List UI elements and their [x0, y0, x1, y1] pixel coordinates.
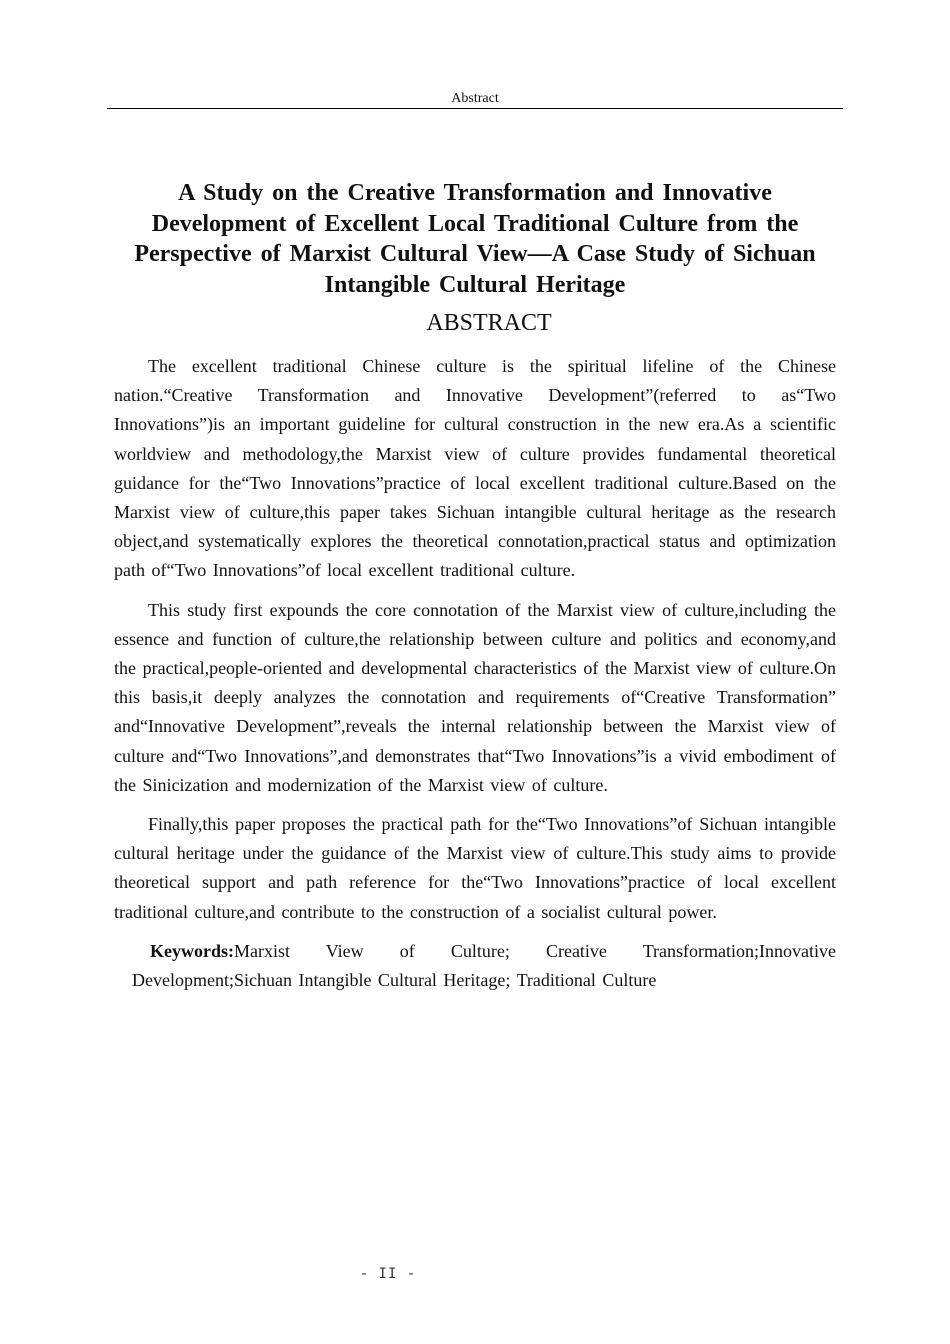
header-divider — [107, 108, 843, 109]
page-number: - II - — [359, 1266, 417, 1282]
abstract-paragraph-1: The excellent traditional Chinese culture is the spiritual lifeline of the Chinese nation.“Creative Transformation and Innovative Development”(referred to as“Two Innovations”)is an important guideline for cultural construction in the new era.As a scientific worldview and methodology,the Marxist view of culture provides fundamental theoretical guidance for the“Two Innovations”practice of local excellent traditional culture.Based on the Marxist view of culture,this paper takes Sichuan intangible cultural heritage as the research object,and systematically explores the theoretical connotation,practical status and optimization path of“Two Innovations”of local excellent traditional culture. — [114, 356, 836, 581]
abstract-paragraph-3: Finally,this paper proposes the practical path for the“Two Innovations”of Sichuan intangible cultural heritage under the guidance of the Marxist view of culture.This study aims to provide theoretical support and path reference for the“Two Innovations”practice of local excellent traditional culture,and contribute to the construction of a socialist cultural power. — [114, 814, 836, 922]
running-header: Abstract — [451, 91, 499, 106]
abstract-body — [114, 352, 836, 995]
keywords-label: Keywords: — [150, 940, 234, 961]
keywords-list: Marxist View of Culture; Creative Transformation;Innovative Development;Sichuan Intangible Cultural Heritage; Traditional Culture — [132, 940, 836, 991]
abstract-paragraph-2: This study first expounds the core connotation of the Marxist view of culture,including the essence and function of culture,the relationship between culture and politics and economy,and the practical,people-oriented and developmental characteristics of the Marxist view of culture.On this basis,it deeply analyzes the connotation and requirements of“Creative Transformation” and“Innovative Development”,reveals the internal relationship between the Marxist view of culture and“Two Innovations”,and demonstrates that“Two Innovations”is a vivid embodiment of the Sinicization and modernization of the Marxist view of culture. — [114, 599, 836, 795]
abstract-heading: ABSTRACT — [426, 310, 552, 336]
document-title: A Study on the Creative Transformation and Innovative Development of Excellent Local Traditional Culture from the Perspective of Marxist Cultural View—A Case Study of Sichuan Intangible Cultural Heritage — [134, 180, 816, 298]
keywords-line — [114, 937, 836, 995]
